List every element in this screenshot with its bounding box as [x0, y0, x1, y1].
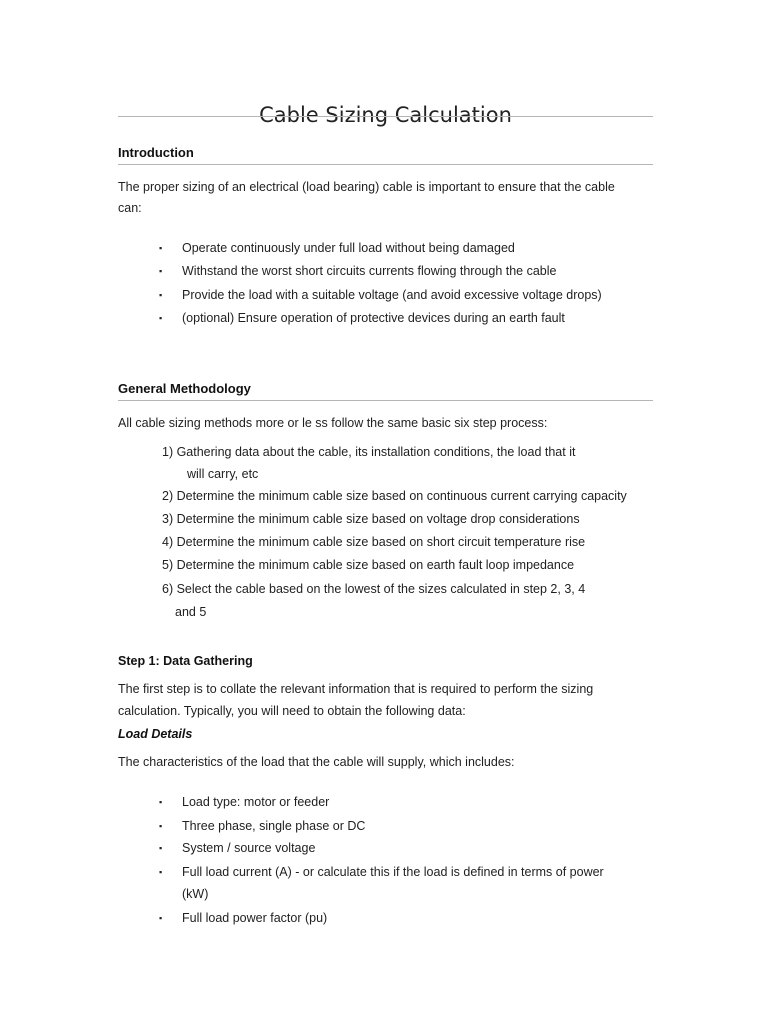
intro-bullet-item: Withstand the worst short circuits currents flowing through the cable: [182, 264, 557, 278]
intro-bullet-item: Operate continuously under full load without being damaged: [182, 241, 515, 255]
step1-paragraph-line-1: The first step is to collate the relevant information that is required to perform the sizing: [118, 682, 594, 696]
introduction-divider: [118, 164, 653, 165]
load-details-bullet-item: System / source voltage: [182, 841, 316, 855]
section-heading-introduction: Introduction: [118, 145, 194, 160]
bullet-marker: ▪: [159, 913, 163, 923]
step1-paragraph-line-2: calculation. Typically, you will need to obtain the following data:: [118, 704, 466, 718]
intro-paragraph-line-1: The proper sizing of an electrical (load bearing) cable is important to ensure that the cable: [118, 180, 615, 194]
methodology-step: 1) Gathering data about the cable, its installation conditions, the load that it: [162, 445, 576, 459]
bullet-marker: ▪: [159, 266, 163, 276]
load-details-bullet-item: Full load power factor (pu): [182, 911, 328, 925]
load-details-bullet-item: Three phase, single phase or DC: [182, 819, 366, 833]
bullet-marker: ▪: [159, 821, 163, 831]
methodology-step: 4) Determine the minimum cable size based on short circuit temperature rise: [162, 535, 586, 549]
bullet-marker: ▪: [159, 290, 163, 300]
bullet-marker: ▪: [159, 867, 163, 877]
bullet-marker: ▪: [159, 843, 163, 853]
intro-paragraph-line-2: can:: [118, 201, 142, 215]
intro-bullet-item: (optional) Ensure operation of protective devices during an earth fault: [182, 311, 565, 325]
methodology-divider: [118, 400, 653, 401]
bullet-marker: ▪: [159, 313, 163, 323]
methodology-step: 2) Determine the minimum cable size based on continuous current carrying capacity: [162, 489, 627, 503]
methodology-paragraph: All cable sizing methods more or le ss follow the same basic six step process:: [118, 416, 548, 430]
load-details-bullet-item: Full load current (A) - or calculate this if the load is defined in terms of power: [182, 865, 604, 879]
section-heading-step-1: Step 1: Data Gathering: [118, 654, 253, 668]
section-heading-general-methodology: General Methodology: [118, 381, 251, 396]
title-divider: [118, 116, 653, 117]
load-details-paragraph: The characteristics of the load that the cable will supply, which includes:: [118, 755, 515, 769]
page-title: Cable Sizing Calculation: [259, 103, 512, 128]
intro-bullet-item: Provide the load with a suitable voltage (and avoid excessive voltage drops): [182, 288, 602, 302]
methodology-step-continuation: will carry, etc: [187, 467, 259, 481]
methodology-step: 6) Select the cable based on the lowest of the sizes calculated in step 2, 3, 4: [162, 582, 586, 596]
bullet-marker: ▪: [159, 797, 163, 807]
load-details-heading: Load Details: [118, 727, 193, 741]
bullet-marker: ▪: [159, 243, 163, 253]
methodology-step: 5) Determine the minimum cable size based on earth fault loop impedance: [162, 558, 575, 572]
methodology-step: 3) Determine the minimum cable size based on voltage drop considerations: [162, 512, 580, 526]
methodology-step-continuation: and 5: [175, 605, 207, 619]
load-details-bullet-item: Load type: motor or feeder: [182, 795, 330, 809]
load-details-bullet-continuation: (kW): [182, 887, 209, 901]
